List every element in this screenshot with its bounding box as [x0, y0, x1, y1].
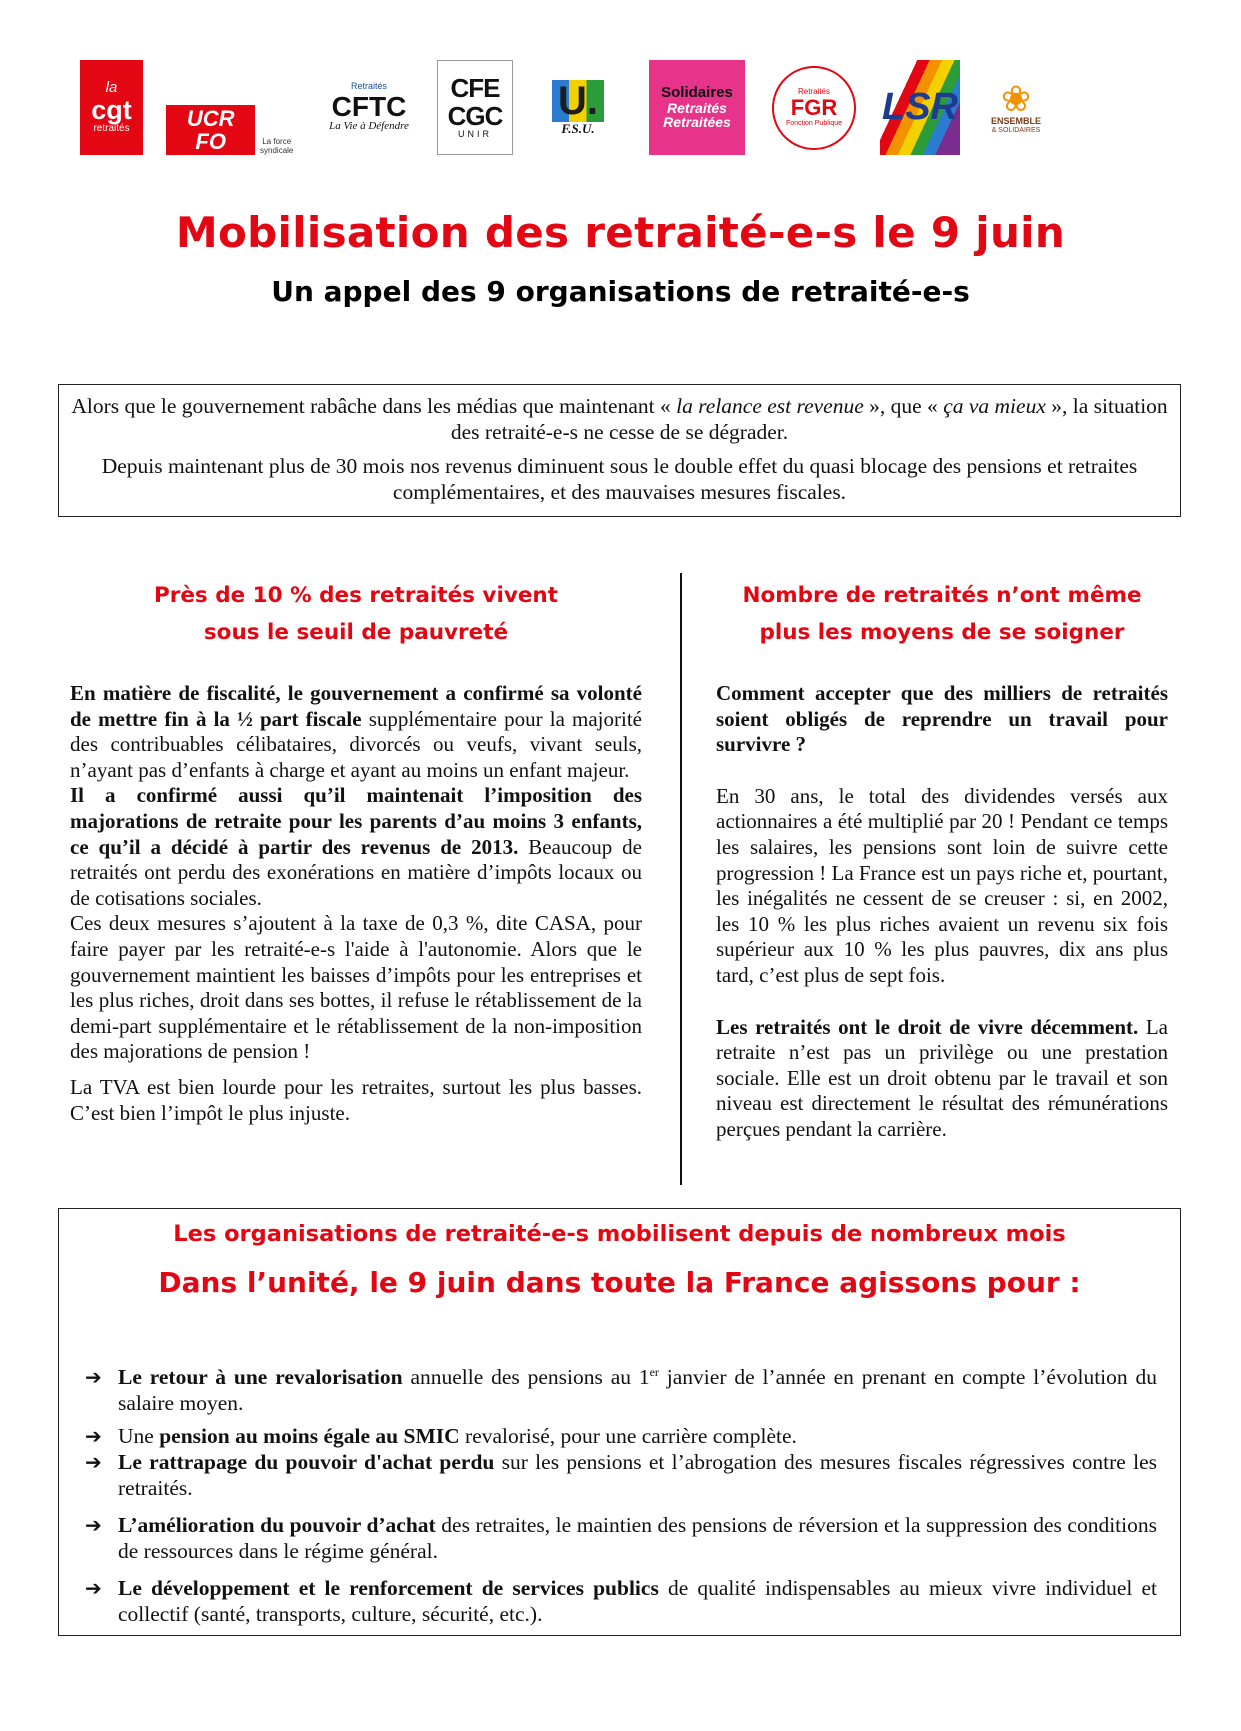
intro-quote: la relance est revenue	[676, 394, 864, 418]
logo-row	[80, 60, 1150, 160]
arrow-right-icon: ➔	[85, 1513, 102, 1537]
arrow-right-icon: ➔	[85, 1576, 102, 1600]
fgr-logo-line2: FGR	[790, 95, 838, 121]
left-heading-line: sous le seuil de pauvreté	[203, 620, 509, 645]
fgr-logo	[770, 60, 858, 155]
arrow-right-icon: ➔	[85, 1365, 102, 1389]
bold-text: Le retour à une revalorisation	[118, 1365, 403, 1389]
column-divider	[680, 573, 682, 1185]
list-item	[85, 1575, 1157, 1627]
cftc-logo-line1: Retraités	[350, 81, 387, 92]
body-text: de qualité indispensables au mieux vivre individuel et collectif (santé, transports, culture, sécurité, etc.).	[118, 1576, 1158, 1626]
left-heading-line: Près de 10 % des retraités vivent	[153, 583, 559, 608]
body-text: annuelle des pensions au 1	[402, 1365, 650, 1389]
ucr-fo-logo	[166, 60, 296, 155]
cfe-cgc-logo-line2: CGC	[447, 100, 503, 131]
cgt-logo-line3: retraités	[93, 123, 130, 135]
left-paragraph-1	[70, 681, 642, 783]
bold-text: En matière de fiscalité, le gouvernement a confirmé sa volonté de mettre fin à la ½ part fiscale	[70, 681, 642, 731]
cfe-cgc-logo-line1: CFE	[450, 73, 500, 104]
left-column-heading	[70, 577, 642, 651]
body-text: Beaucoup de retraités ont perdu des exonérations en matière d’impôts locaux ou de cotisations sociales.	[70, 834, 642, 910]
right-paragraph-1	[716, 681, 1168, 758]
arrow-right-icon: ➔	[85, 1450, 102, 1474]
cfe-cgc-logo-line3: UNIR	[458, 129, 492, 140]
actions-heading: Les organisations de retraité-e-s mobilisent depuis de nombreux mois	[173, 1221, 1066, 1247]
list-item	[85, 1364, 1157, 1416]
fgr-logo-line3: Fonction Publique	[785, 119, 843, 127]
page-title: Mobilisation des retraité-e-s le 9 juin	[175, 208, 1066, 257]
fsu-logo-line1: U.	[552, 80, 604, 122]
cfe-cgc-logo	[437, 60, 513, 155]
cftc-logo-line2: CFTC	[331, 90, 407, 122]
left-paragraph-3: Ces deux mesures s’ajoutent à la taxe de 0,3 %, dite CASA, pour faire payer par les retraité-e-s l'aide à l'autonomie. Alors que le gouvernement maintient les baisses d’impôts pour les entreprises et les plus riches, droit dans ses bottes, il refuse le rétablissement de la demi-part supplémentaire et le rétablissement de la non-imposition des majorations de pension !	[70, 911, 642, 1064]
solidaires-logo-line1: Solidaires	[661, 83, 733, 101]
lsr-logo	[880, 60, 960, 155]
bold-text: Le rattrapage du pouvoir d'achat perdu	[118, 1450, 495, 1474]
demands-list	[85, 1364, 1157, 1634]
right-paragraph-3	[716, 1015, 1168, 1143]
right-heading-line: plus les moyens de se soigner	[759, 620, 1125, 645]
body-text: La retraite n’est pas un privilège ou une prestation sociale. Elle est un droit obtenu par le travail et son niveau est directement le résultat des rémunérations perçues pendant la carrière.	[716, 1014, 1169, 1141]
list-item	[85, 1512, 1157, 1564]
page-subtitle: Un appel des 9 organisations de retraité-e-s	[271, 275, 970, 308]
right-paragraph-2: En 30 ans, le total des dividendes versés aux actionnaires a été multiplié par 20 ! Pendant ce temps les salaires, les pensions sont loin de suivre cette progression ! La France est un pays riche et, pourtant, les inégalités ne cessent de se creuser : si, en 2002, les 10 % les plus riches avaient un revenu six fois supérieur aux 10 % les plus pauvres, dix ans plus tard, c’est plus de sept fois.	[716, 783, 1168, 987]
intro-text: », la situation des retraité-e-s ne cesse de se dégrader.	[450, 394, 1168, 444]
actions-subheading: Dans l’unité, le 9 juin dans toute la France agissons pour :	[158, 1266, 1081, 1299]
bold-text: Comment accepter que des milliers de retraités soient obligés de reprendre un travail pour survivre ?	[716, 681, 1168, 757]
bold-text: Les retraités ont le droit de vivre décemment.	[716, 1014, 1139, 1039]
intro-paragraph-1	[59, 393, 1180, 445]
fgr-logo-line1: Retraités	[797, 87, 830, 97]
arrow-right-icon: ➔	[85, 1424, 102, 1448]
superscript: er	[649, 1364, 659, 1379]
actions-box	[58, 1208, 1181, 1636]
bold-text: Le développement et le renforcement de services publics	[118, 1576, 659, 1600]
fsu-logo	[538, 60, 618, 155]
intro-text: », que «	[863, 394, 944, 418]
list-item	[85, 1449, 1157, 1501]
lsr-logo-line1: LSR	[882, 85, 958, 128]
cftc-logo-line3: La Vie à Défendre	[329, 120, 409, 133]
cgt-logo	[80, 60, 143, 155]
cgt-logo-line2: cgt	[91, 94, 132, 125]
ensemble-solidaires-logo	[980, 60, 1052, 155]
left-paragraph-4: La TVA est bien lourde pour les retraites, surtout les plus basses. C’est bien l’impôt le plus injuste.	[70, 1074, 642, 1125]
body-text: des retraites, le maintien des pensions de réversion et la suppression des conditions de ressources dans le régime général.	[118, 1513, 1157, 1563]
ucr-fo-logo-line1: UCR FO	[166, 105, 255, 155]
body-text: revalorisé, pour une carrière complète.	[459, 1424, 797, 1448]
list-item	[85, 1423, 1157, 1449]
tree-icon: ❀	[1000, 78, 1032, 120]
body-text: janvier de l’année en prenant en compte l’évolution du salaire moyen.	[118, 1365, 1157, 1415]
fsu-logo-line2: F.S.U.	[561, 120, 595, 136]
body-text: Une	[118, 1424, 160, 1448]
body-text: sur les pensions et l’abrogation des mesures fiscales régressives contre les retraités.	[118, 1450, 1157, 1500]
bold-text: Il a confirmé aussi qu’il maintenait l’imposition des majorations de retraite pour les parents d’au moins 3 enfants, ce qu’il a décidé à partir des revenus de 2013.	[70, 783, 642, 859]
intro-box	[58, 384, 1181, 517]
ucr-fo-logo-line2: La force syndicale	[260, 137, 294, 155]
body-text: supplémentaire pour la majorité des contribuables célibataires, divorcés ou veufs, vivant seuls, n’ayant pas d’enfants à charge et ayant au moins un enfant majeur.	[70, 706, 642, 782]
solidaires-logo-line2: Retraités	[667, 99, 727, 116]
solidaires-logo-line3: Retraitées	[663, 114, 731, 131]
cgt-logo-line1: la	[105, 79, 118, 97]
right-heading-line: Nombre de retraités n’ont même	[742, 583, 1142, 608]
bold-text: L’amélioration du pouvoir d’achat	[118, 1513, 436, 1537]
intro-paragraph-2: Depuis maintenant plus de 30 mois nos revenus diminuent sous le double effet du quasi blocage des pensions et retraites complémentaires, et des mauvaises mesures fiscales.	[101, 454, 1138, 504]
bold-text: pension au moins égale au SMIC	[159, 1424, 460, 1448]
solidaires-logo	[649, 60, 745, 155]
ensemble-logo-line2: & SOLIDAIRES	[991, 126, 1041, 134]
right-column-heading	[716, 577, 1168, 651]
left-paragraph-2	[70, 783, 642, 911]
ensemble-logo-line1: ENSEMBLE	[990, 116, 1041, 127]
intro-text: Alors que le gouvernement rabâche dans les médias que maintenant «	[71, 394, 677, 418]
cftc-logo	[320, 60, 418, 155]
intro-quote: ça va mieux	[943, 394, 1046, 418]
right-column	[716, 577, 1168, 1143]
left-column	[70, 577, 642, 1126]
